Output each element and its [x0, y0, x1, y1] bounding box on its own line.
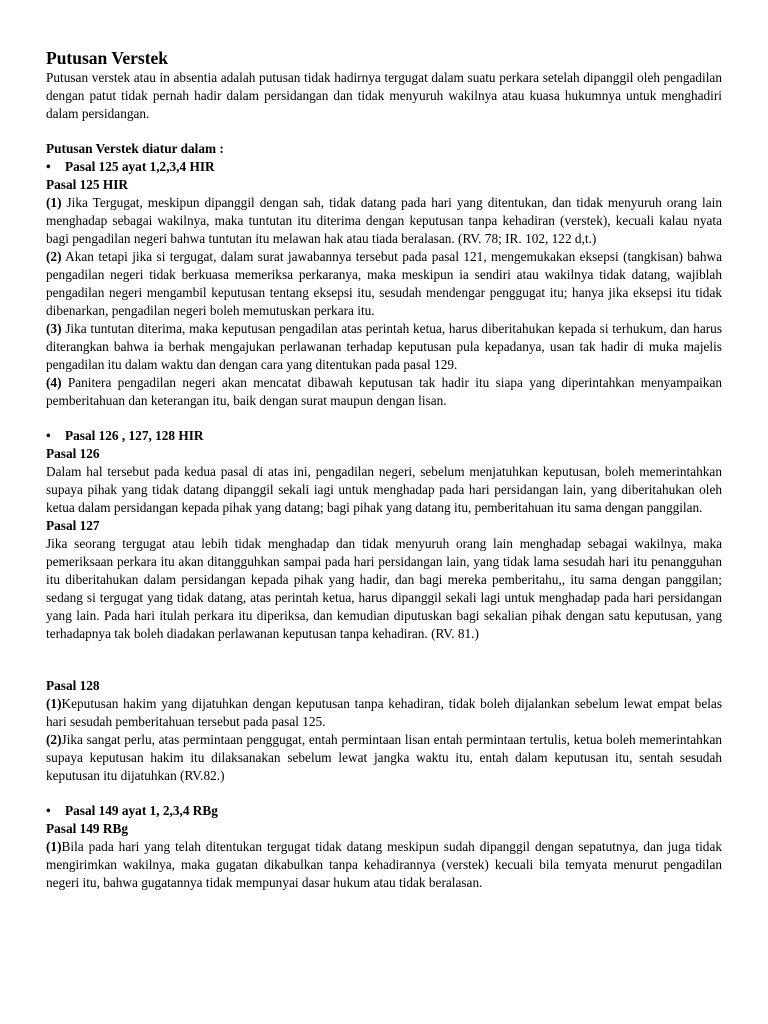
pasal-125-ayat-4: [46, 374, 722, 410]
pasal-125-heading: Pasal 125 HIR: [46, 177, 129, 192]
ayat-number: (2): [46, 249, 62, 264]
pasal-126-text: Dalam hal tersebut pada kedua pasal di atas ini, pengadilan negeri, sebelum menjatuhkan keputusan, boleh memerintahkan supaya pihak yang tidak datang dipanggil sekali iagi untuk menghadap pada hari persidangan lain, yang diberitahukan oleh ketua dalam persidangan kepada pihak yang datang; bagi pihak yang datang itu, pemberitahuan itu sama dengan panggilan.: [46, 464, 722, 515]
page-title: Putusan Verstek: [46, 48, 169, 68]
bullet-label: Pasal 149 ayat 1, 2,3,4 RBg: [65, 803, 218, 818]
pasal-126-heading: Pasal 126: [46, 446, 100, 461]
ayat-number: (1): [46, 696, 62, 711]
bullet-pasal-126-128: [46, 427, 722, 445]
bullet-icon: •: [46, 159, 51, 174]
pasal-128-ayat-2: [46, 731, 722, 785]
pasal-127-text: Jika seorang tergugat atau lebih tidak menghadap dan tidak menyuruh orang lain menghadap sebagai wakilnya, maka pemeriksaan perkara itu akan ditangguhkan sampai pada hari persidangan lain, yang tidak lama sesudah hari itu penangguhan itu diberitahukan dalam persidangan kepada pihak yang hadir, dan bagi mereka pemberitahu,, itu sama dengan panggilan; sedang si tergugat yang tidak datang, atas perintah ketua, harus dipanggil sekali lagi untuk menghadap pada hari persidangan yang lain. Pada hari itulah perkara itu diperiksa, dan kemudian diputuskan bagi sekalian pihak dengan satu keputusan, yang terhadapnya tak boleh diadakan perlawanan keputusan tanpa kehadiran. (RV. 81.): [46, 536, 722, 641]
ayat-number: (4): [46, 375, 62, 390]
pasal-149-ayat-1: [46, 838, 722, 892]
pasal-125-ayat-2: [46, 248, 722, 320]
pasal-125-ayat-1: [46, 194, 722, 248]
ayat-text: Jika sangat perlu, atas permintaan penggugat, entah permintaan lisan entah permintaan tertulis, ketua boleh memerintahkan supaya keputusan hakim itu dilaksanakan sebelum lewat jangka waktu itu, entah dalam keputusan itu, sentah sesudah keputusan itu dijatuhkan (RV.82.): [46, 732, 722, 783]
ayat-text: Jika tuntutan diterima, maka keputusan pengadilan atas perintah ketua, harus diberitahukan kepada si terhukum, dan harus diterangkan bahwa ia berhak mengajukan perlawanan terhadap keputusan pula kepadanya, usan tak hadir di muka majelis pengadilan itu dalam waktu dan dengan cara yang ditentukan pada pasal 129.: [46, 321, 722, 372]
diatur-heading: Putusan Verstek diatur dalam :: [46, 141, 224, 156]
ayat-text: Keputusan hakim yang dijatuhkan dengan keputusan tanpa kehadiran, tidak boleh dijalankan sebelum lewat empat belas hari sesudah pemberitahuan tersebut pada pasal 125.: [46, 696, 722, 729]
spacer: [46, 643, 722, 677]
ayat-number: (2): [46, 732, 62, 747]
pasal-149-heading: Pasal 149 RBg: [46, 821, 129, 836]
spacer: [46, 410, 722, 427]
ayat-number: (1): [46, 195, 62, 210]
pasal-127-heading: Pasal 127: [46, 518, 100, 533]
bullet-label: Pasal 125 ayat 1,2,3,4 HIR: [65, 159, 215, 174]
bullet-label: Pasal 126 , 127, 128 HIR: [65, 428, 204, 443]
pasal-128-ayat-1: [46, 695, 722, 731]
ayat-number: (1): [46, 839, 62, 854]
bullet-pasal-149: [46, 802, 722, 820]
ayat-number: (3): [46, 321, 62, 336]
bullet-icon: •: [46, 428, 51, 443]
ayat-text: Bila pada hari yang telah ditentukan tergugat tidak datang meskipun sudah dipanggil dengan sepatutnya, dan juga tidak mengirimkan wakilnya, maka gugatan dikabulkan tanpa kehadirannya (verstek) kecuali bila temyata menurut pengadilan negeri itu, bahwa gugatannya tidak mempunyai dasar hukum atau tidak beralasan.: [46, 839, 722, 890]
spacer: [46, 785, 722, 802]
pasal-125-ayat-3: [46, 320, 722, 374]
bullet-pasal-125: [46, 158, 722, 176]
ayat-text: Panitera pengadilan negeri akan mencatat dibawah keputusan tak hadir itu siapa yang diperintahkan menyampaikan pemberitahuan dan keterangan itu, baik dengan surat maupun dengan lisan.: [46, 375, 722, 408]
intro-paragraph: Putusan verstek atau in absentia adalah putusan tidak hadirnya tergugat dalam suatu perkara setelah dipanggil oleh pengadilan dengan patut tidak pernah hadir dalam persidangan dan tidak menyuruh wakilnya atau kuasa hukumnya untuk menghadiri dalam persidangan.: [46, 70, 722, 121]
ayat-text: Jika Tergugat, meskipun dipanggil dengan sah, tidak datang pada hari yang ditentukan, dan tidak menyuruh orang lain menghadap sebagai wakilnya, maka tuntutan itu diterima dengan keputusan tanpa kehadiran (verstek), kecuali kalau nyata bagi pengadilan negeri bahwa tuntutan itu melawan hak atau tiada beralasan. (RV. 78; IR. 102, 122 d,t.): [46, 195, 722, 246]
ayat-text: Akan tetapi jika si tergugat, dalam surat jawabannya tersebut pada pasal 121, mengemukakan eksepsi (tangkisan) bahwa pengadilan negeri tidak berkuasa memeriksa perkaranya, maka meskipun ia sendiri atau wakilnya tidak datang, wajiblah pengadilan negeri mengambil keputusan tentang eksepsi itu, sesudah mendengar penggugat itu; hanya jika eksepsi itu tidak dibenarkan, pengadilan negeri boleh memutuskan perkara itu.: [46, 249, 722, 318]
pasal-128-heading: Pasal 128: [46, 678, 100, 693]
bullet-icon: •: [46, 803, 51, 818]
spacer: [46, 123, 722, 140]
